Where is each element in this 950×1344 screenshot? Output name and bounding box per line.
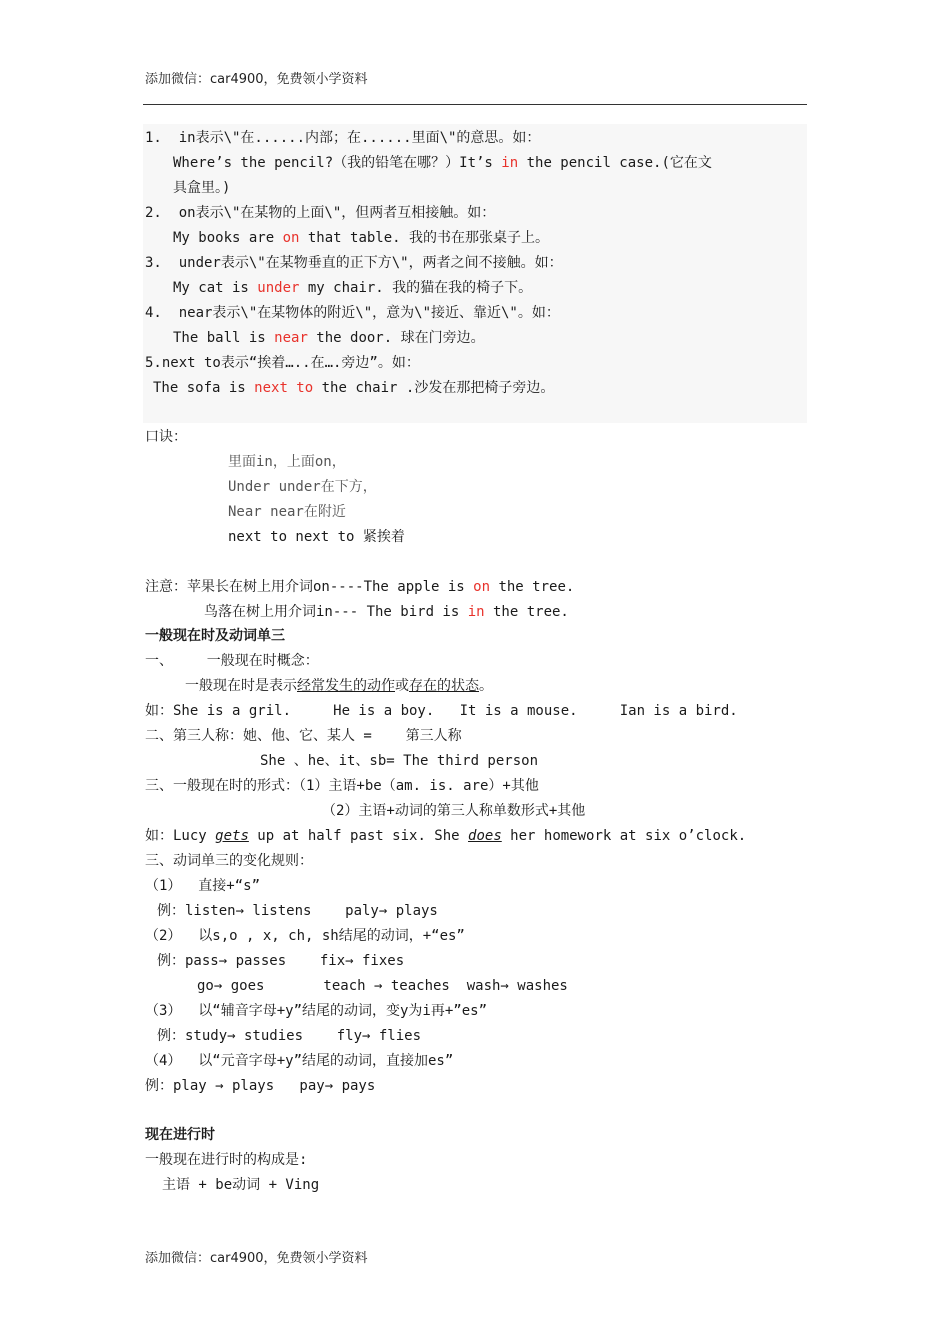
- rules-heading: 三、动词单三的变化规则：: [145, 853, 313, 869]
- koujue-line-4: next to next to 紧挨着: [228, 529, 405, 545]
- third-person-heading: 二、第三人称：她、他、它、某人 = 第三人称: [145, 728, 462, 744]
- box-line-6: 3. under表示\"在某物垂直的正下方\"，两者之间不接触。如：: [145, 255, 563, 271]
- box-line-3: 具盒里。): [173, 180, 231, 196]
- koujue-label: 口诀：: [145, 429, 187, 445]
- box-line-11: The sofa is next to the chair .沙发在那把椅子旁边。: [153, 380, 555, 396]
- present-concept-text: 一般现在时是表示经常发生的动作或存在的状态。: [185, 678, 493, 694]
- rule-2: （2） 以s,o , x, ch, sh结尾的动词，+“es”: [145, 928, 465, 944]
- rule-3: （3） 以“辅音字母+y”结尾的动词，变y为i再+”es”: [145, 1003, 488, 1019]
- rule-1: （1） 直接+“s”: [145, 878, 261, 894]
- rule-2-example-2: go→ goes teach → teaches wash→ washes: [197, 978, 568, 994]
- koujue-line-2: Under under在下方，: [228, 479, 377, 495]
- box-line-7: My cat is under my chair. 我的猫在我的椅子下。: [173, 280, 533, 296]
- rule-3-example: 例：study→ studies fly→ flies: [157, 1028, 422, 1044]
- box-line-2: Where’s the pencil?（我的铅笔在哪？）It’s in the pencil case.(它在文: [173, 155, 712, 171]
- box-line-8: 4. near表示\"在某物体的附近\"，意为\"接近、靠近\"。如：: [145, 305, 560, 321]
- rule-2-example-1: 例：pass→ passes fix→ fixes: [157, 953, 405, 969]
- box-line-5: My books are on that table. 我的书在那张桌子上。: [173, 230, 550, 246]
- box-line-9: The ball is near the door. 球在门旁边。: [173, 330, 485, 346]
- box-line-4: 2. on表示\"在某物的上面\"，但两者互相接触。如：: [145, 205, 496, 221]
- note-line-1: 注意：苹果长在树上用介词on----The apple is on the tree.: [145, 579, 575, 595]
- page-footer: 添加微信：car4900，免费领小学资料: [145, 1251, 368, 1266]
- rule-4: （4） 以“元音字母+y”结尾的动词，直接加es”: [145, 1053, 454, 1069]
- section-title-present: 一般现在时及动词单三: [145, 628, 285, 644]
- koujue-line-1: 里面in，上面on，: [228, 454, 346, 470]
- header-divider: [143, 104, 807, 105]
- section-title-progressive: 现在进行时: [145, 1127, 215, 1143]
- progressive-definition: 一般现在进行时的构成是:: [145, 1152, 308, 1168]
- present-example-2: 如：Lucy gets up at half past six. She does her homework at six o’clock.: [145, 828, 747, 844]
- third-person-list: She 、he、it、sb= The third person: [260, 753, 539, 769]
- box-line-1: 1. in表示\"在......内部；在......里面\"的意思。如：: [145, 130, 541, 146]
- box-line-10: 5.next to表示“挨着…..在….旁边”。如：: [145, 355, 420, 371]
- page-header: 添加微信：car4900，免费领小学资料: [145, 72, 368, 87]
- rule-4-example: 例：play → plays pay→ pays: [145, 1078, 376, 1094]
- rule-1-example: 例：listen→ listens paly→ plays: [157, 903, 438, 919]
- koujue-line-3: Near near在附近: [228, 504, 346, 520]
- note-line-2: 鸟落在树上用介词in--- The bird is in the tree.: [204, 604, 569, 620]
- present-example-1: 如：She is a gril. He is a boy. It is a mouse. Ian is a bird.: [145, 703, 738, 719]
- progressive-formula: 主语 + be动词 + Ving: [162, 1177, 320, 1193]
- present-concept-heading: 一、 一般现在时概念：: [145, 653, 319, 669]
- present-form-1: 三、一般现在时的形式：（1）主语+be（am. is. are）+其他: [145, 778, 539, 794]
- present-form-2: （2）主语+动词的第三人称单数形式+其他: [322, 803, 586, 819]
